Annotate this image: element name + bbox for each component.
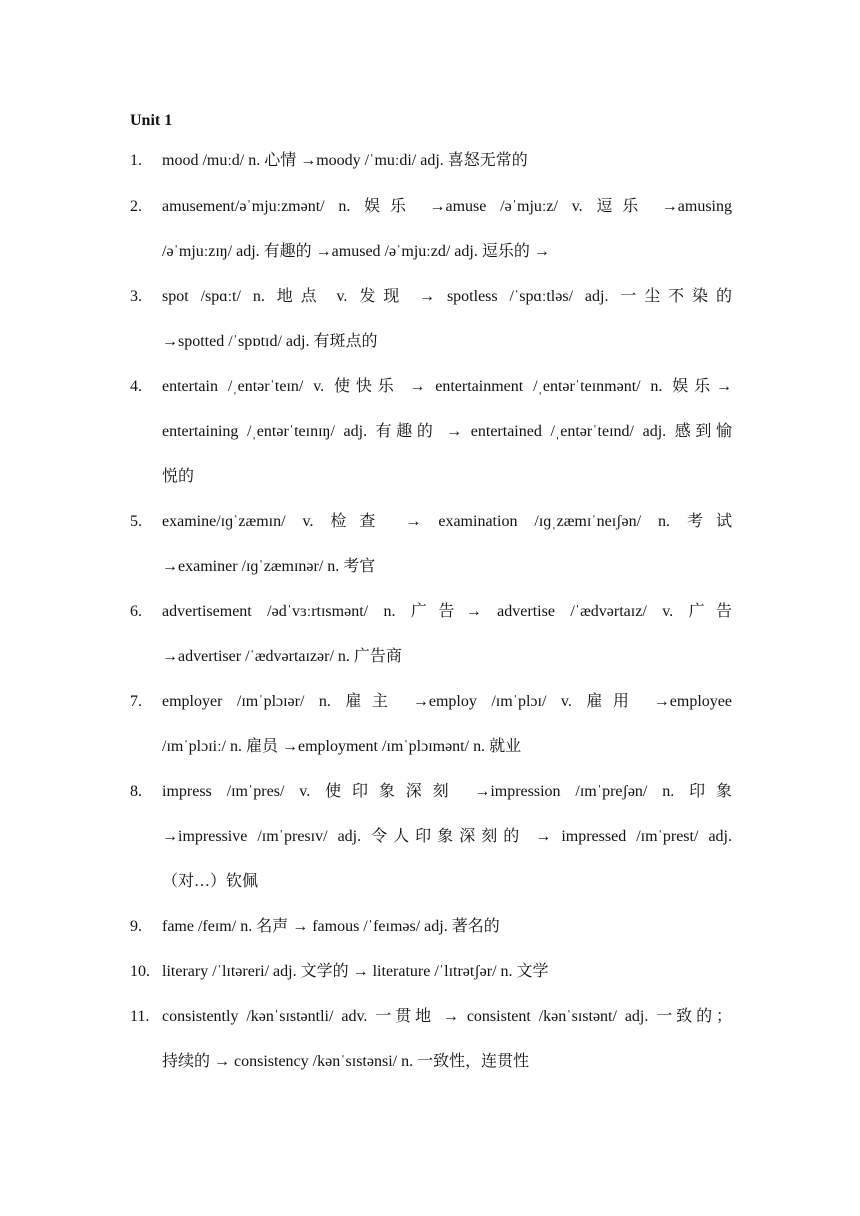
- entry-line: →advertiser /ˈædvərtaɪzər/ n. 广告商: [162, 648, 402, 665]
- entry-line: entertain /ˌentərˈteɪn/ v. 使快乐 → entertainment /ˌentərˈteɪnmənt/ n. 娱乐→: [162, 378, 732, 395]
- entry-line: （对…）钦佩: [162, 873, 259, 890]
- entry-line: /ɪmˈplɔɪiː/ n. 雇员 →employment /ɪmˈplɔɪmənt/ n. 就业: [162, 738, 522, 755]
- entry-line: →impressive /ɪmˈpresɪv/ adj. 令人印象深刻的 → impressed /ɪmˈprest/ adj.: [162, 828, 732, 845]
- entry-number: 1.: [130, 152, 142, 169]
- entry-line: 持续的 → consistency /kənˈsɪstənsi/ n. 一致性，连贯性: [162, 1053, 530, 1070]
- entry-number: 2.: [130, 198, 142, 215]
- entry-number: 3.: [130, 288, 142, 305]
- entry-line: entertaining /ˌentərˈteɪnɪŋ/ adj. 有趣的 → entertained /ˌentərˈteɪnd/ adj. 感到愉: [162, 423, 732, 440]
- entry-number: 11.: [130, 1008, 150, 1025]
- entry-number: 6.: [130, 603, 142, 620]
- entry-line: literary /ˈlɪtəreri/ adj. 文学的 → literature /ˈlɪtrətʃər/ n. 文学: [162, 963, 549, 980]
- entry-line: spot /spɑːt/ n. 地点 v. 发现 → spotless /ˈspɑːtləs/ adj. 一尘不染的: [162, 288, 732, 305]
- entry-line: examine/ɪɡˈzæmɪn/ v. 检查 → examination /ɪɡˌzæmɪˈneɪʃən/ n. 考试: [162, 513, 732, 530]
- entry-number: 4.: [130, 378, 142, 395]
- unit-title: Unit 1: [130, 112, 173, 129]
- entry-line: consistently /kənˈsɪstəntli/ adv. 一贯地 → consistent /kənˈsɪstənt/ adj. 一致的；: [162, 1008, 732, 1025]
- entry-line: mood /muːd/ n. 心情 →moody /ˈmuːdi/ adj. 喜怒无常的: [162, 152, 528, 169]
- entry-line: fame /feɪm/ n. 名声 → famous /ˈfeɪməs/ adj. 著名的: [162, 918, 500, 935]
- entry-number: 5.: [130, 513, 142, 530]
- entry-line: advertisement /ədˈvɜːrtɪsmənt/ n. 广告→ advertise /ˈædvərtaɪz/ v. 广告: [162, 603, 732, 620]
- entry-line: →examiner /ɪɡˈzæmɪnər/ n. 考官: [162, 558, 376, 575]
- entry-number: 8.: [130, 783, 142, 800]
- entry-line: 悦的: [162, 468, 195, 485]
- entry-line: impress /ɪmˈpres/ v. 使印象深刻 →impression /ɪmˈpreʃən/ n. 印象: [162, 783, 732, 800]
- entry-line: →spotted /ˈspɒtɪd/ adj. 有斑点的: [162, 333, 378, 350]
- entry-number: 7.: [130, 693, 142, 710]
- entry-number: 9.: [130, 918, 142, 935]
- entry-line: /əˈmjuːzɪŋ/ adj. 有趣的 →amused /əˈmjuːzd/ adj. 逗乐的 →: [162, 243, 550, 260]
- entry-number: 10.: [130, 963, 150, 980]
- entry-line: amusement/əˈmjuːzmənt/ n. 娱乐 →amuse /əˈmjuːz/ v. 逗乐 →amusing: [162, 198, 732, 215]
- entry-line: employer /ɪmˈplɔɪər/ n. 雇主 →employ /ɪmˈplɔɪ/ v. 雇用 →employee: [162, 693, 732, 710]
